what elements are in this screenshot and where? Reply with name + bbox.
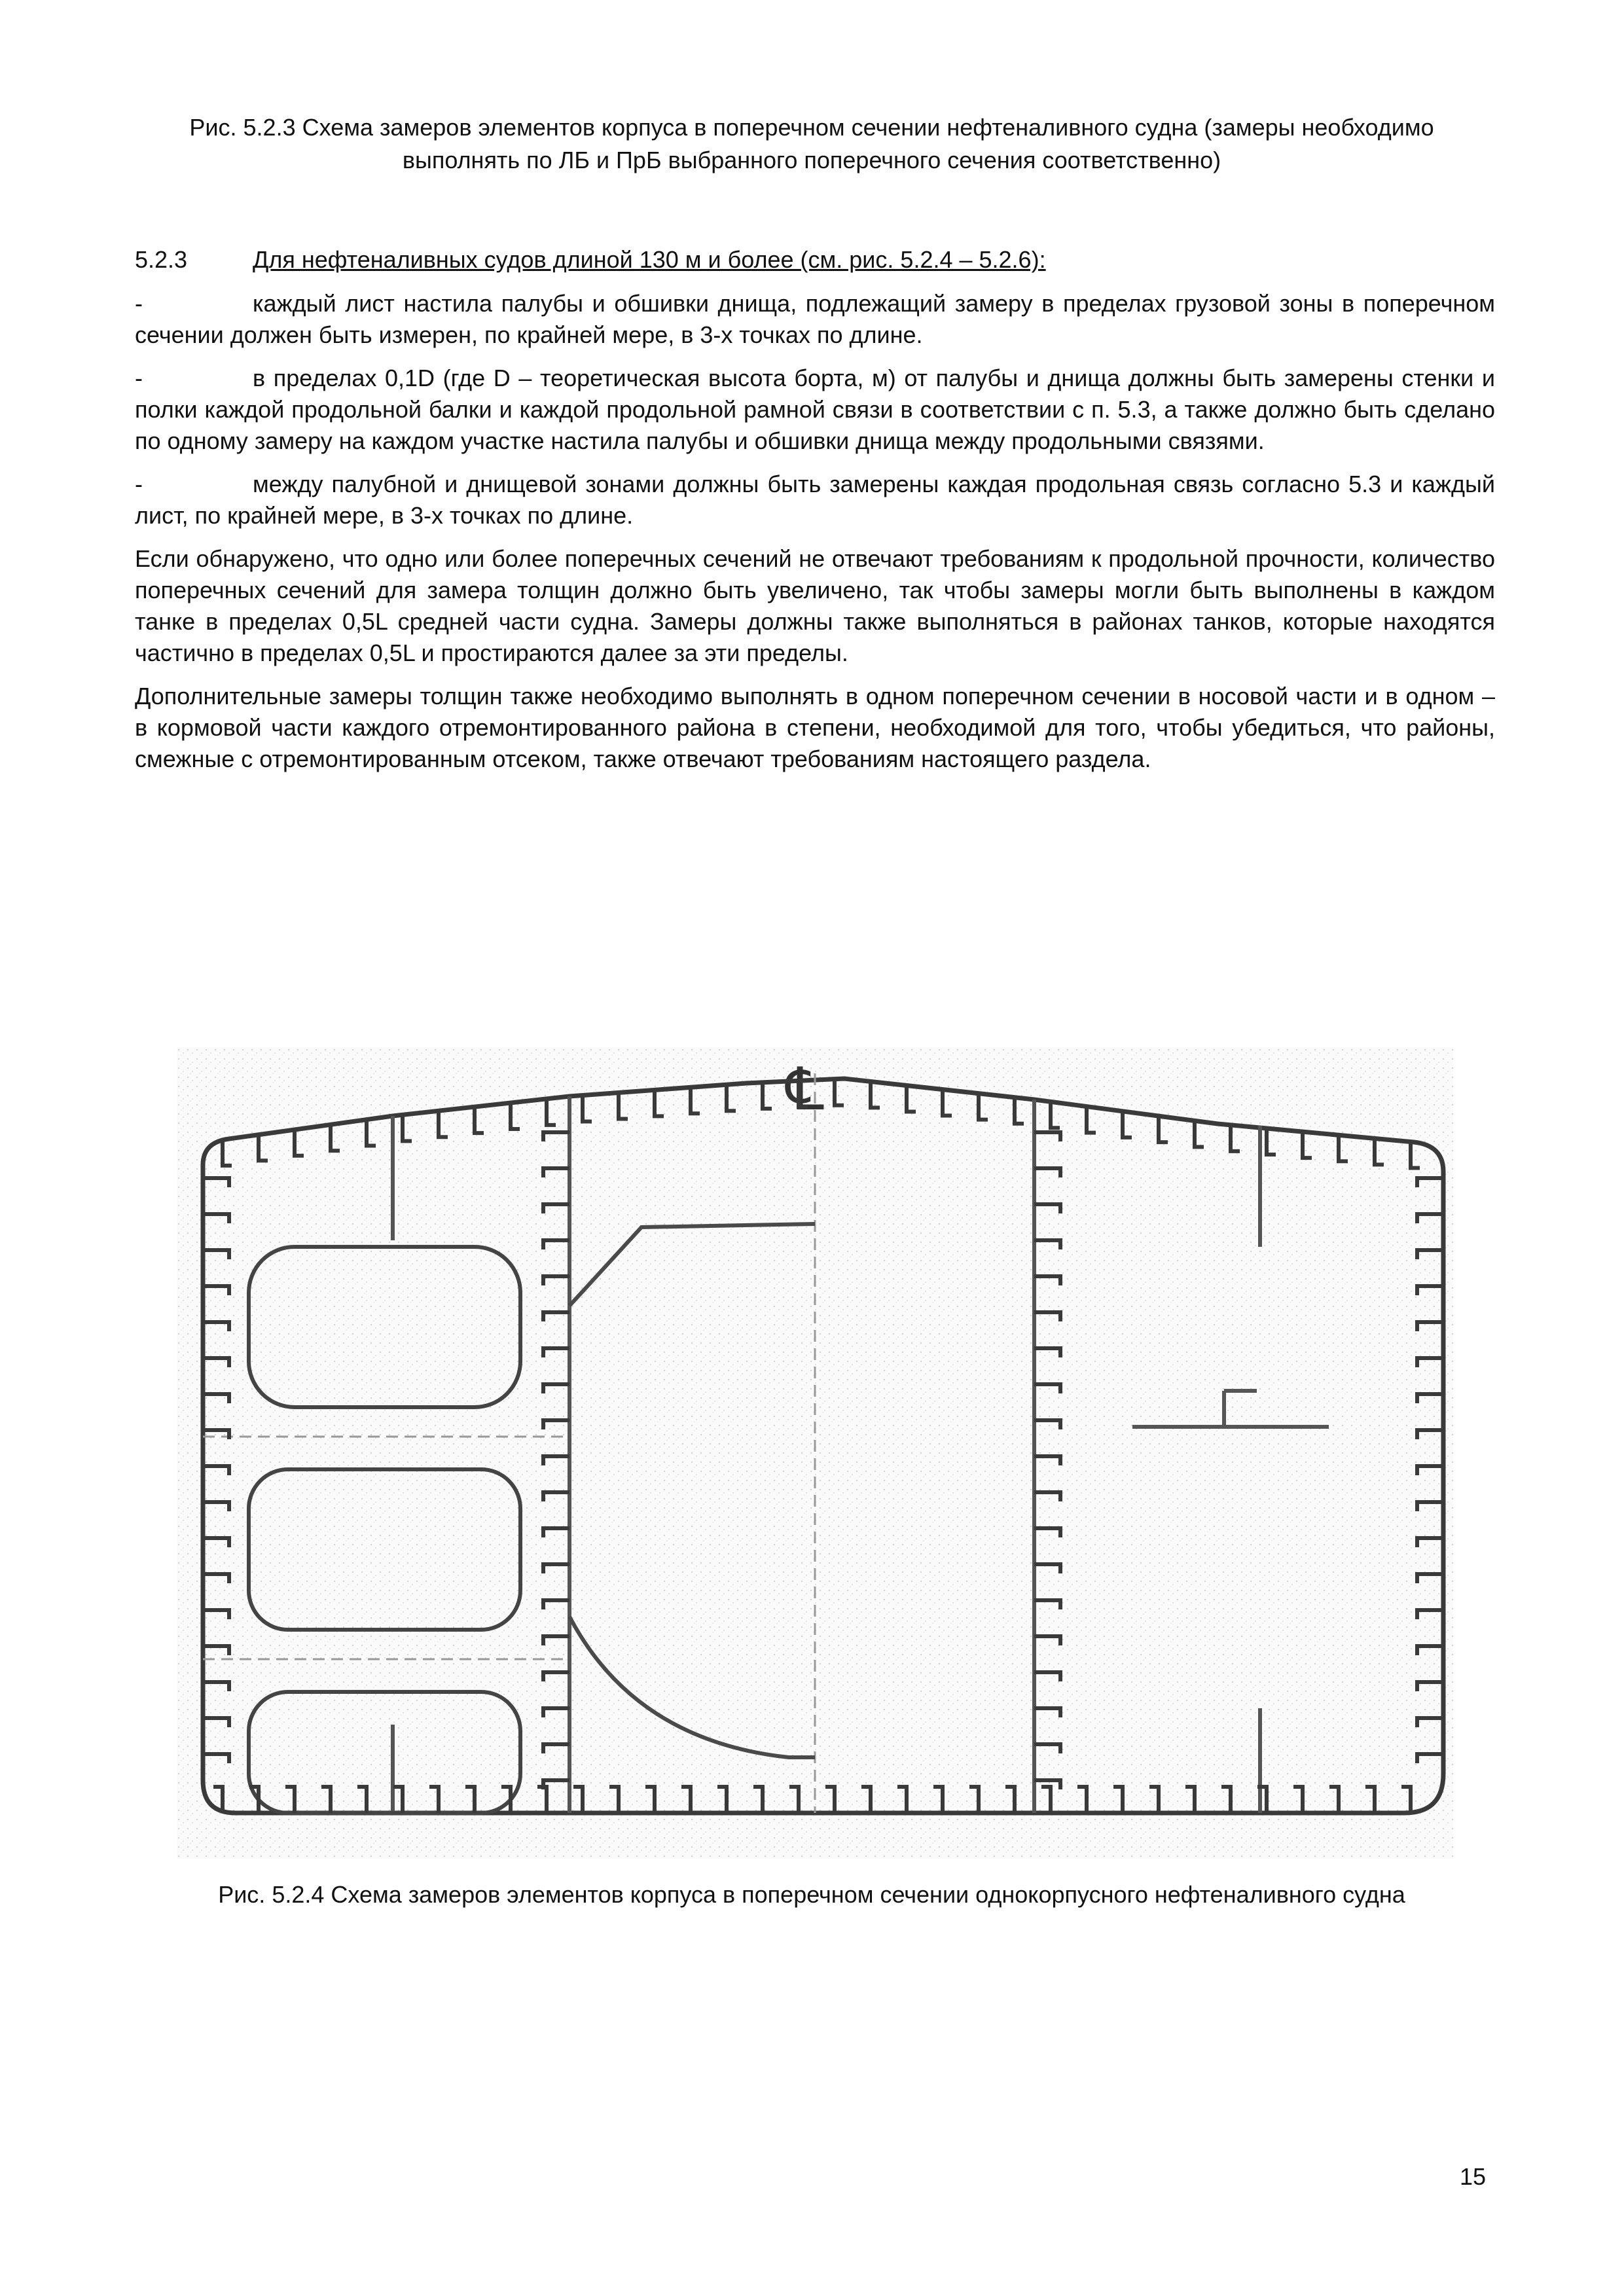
bullet-dash: - bbox=[135, 365, 143, 391]
bullet-dash: - bbox=[135, 290, 143, 317]
list-item bbox=[135, 288, 1495, 351]
centerline-symbol: ℄ bbox=[786, 1055, 824, 1124]
section-title: Для нефтеналивных судов длиной 130 м и более (см. рис. 5.2.4 – 5.2.6): bbox=[253, 246, 1046, 273]
paragraph: Дополнительные замеры толщин также необходимо выполнять в одном поперечном сечении в носовой части и в одном – в кормовой части каждого отремонтированного района в степени, необходимой для того, чтобы убедиться, что районы, смежные с отремонтированным отсеком, также отвечают требованиям настоящего раздела. bbox=[135, 683, 1495, 772]
figure-caption-5-2-4: Рис. 5.2.4 Схема замеров элементов корпуса в поперечном сечении однокорпусного нефтеналивного судна bbox=[218, 1881, 1405, 1908]
page-number: 15 bbox=[1460, 2163, 1487, 2190]
bullet-text: между палубной и днищевой зонами должны быть замерены каждая продольная связь согласно 5.3 и каждый лист, по крайней мере, в 3-х точках по длине. bbox=[135, 471, 1495, 529]
list-item bbox=[135, 469, 1495, 531]
section-heading bbox=[135, 243, 1046, 276]
bullet-list bbox=[135, 288, 1495, 775]
bullet-text: в пределах 0,1D (где D – теоретическая высота борта, м) от палубы и днища должны быть замерены стенки и полки каждой продольной балки и каждой продольной рамной связи в соответствии с п. 5.3, а также должно быть сделано по одному замеру на каждом участке настила палубы и обшивки днища между продольными связями. bbox=[135, 365, 1495, 454]
figure-caption-5-2-3: Рис. 5.2.3 Схема замеров элементов корпуса в поперечном сечении нефтеналивного судна (замеры необходимо выполнять по ЛБ и ПрБ выбранного поперечного сечения соответственно) bbox=[189, 114, 1434, 173]
bullet-text: каждый лист настила палубы и обшивки днища, подлежащий замеру в пределах грузовой зоны в поперечном сечении должен быть измерен, по крайней мере, в 3-х точках по длине. bbox=[135, 290, 1495, 348]
paragraph: Если обнаружено, что одно или более поперечных сечений не отвечают требованиям к продольной прочности, количество поперечных сечений для замера толщин должно быть увеличено, так чтобы замеры могли быть выполнены в каждом танке в пределах 0,5L средней части судна. Замеры должны также выполняться в районах танков, которые находятся частично в пределах 0,5L и простираются далее за эти пределы. bbox=[135, 545, 1495, 666]
bullet-dash: - bbox=[135, 471, 143, 497]
section-number: 5.2.3 bbox=[135, 246, 188, 273]
hull-cross-section-figure bbox=[177, 1047, 1453, 1859]
list-item bbox=[135, 363, 1495, 457]
hull-cross-section-drawing bbox=[177, 1047, 1453, 1859]
